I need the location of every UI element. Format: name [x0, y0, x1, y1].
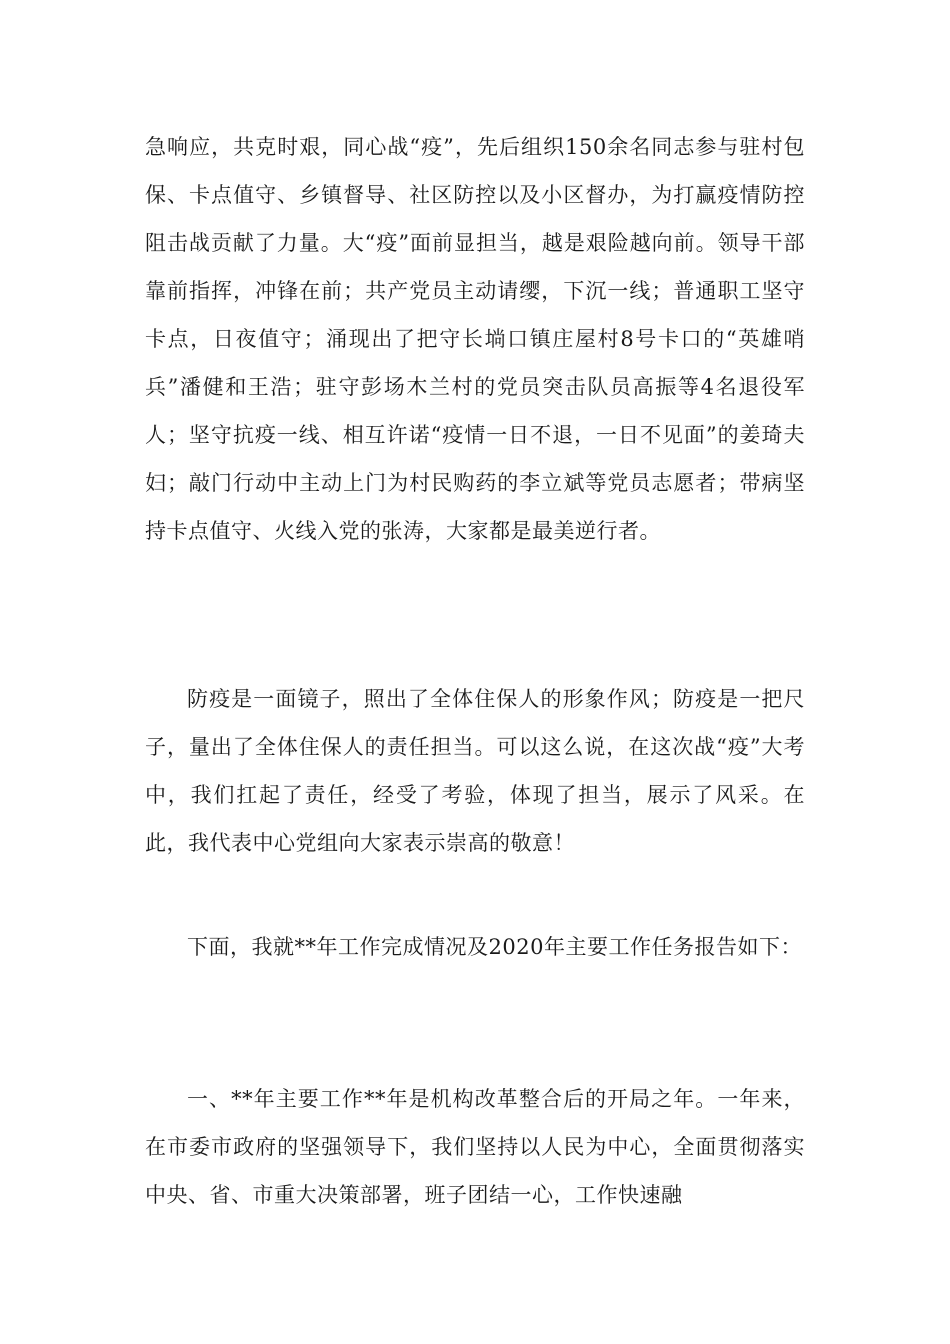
paragraph-2: 防疫是一面镜子，照出了全体住保人的形象作风；防疫是一把尺子，量出了全体住保人的责任担当。可以这么说，在这次战“疫”大考中，我们扛起了责任，经受了考验，体现了担当，展示了风采。在此，我代表中心党组向大家表示崇高的敬意！ [145, 687, 805, 855]
paragraph-3: 下面，我就**年工作完成情况及2020年主要工作任务报告如下： [187, 935, 802, 959]
paragraph-1: 急响应，共克时艰，同心战“疫”，先后组织150余名同志参与驻村包保、卡点值守、乡镇督导、社区防控以及小区督办，为打赢疫情防控阻击战贡献了力量。大“疫”面前显担当，越是艰险越向前。领导干部靠前指挥，冲锋在前；共产党员主动请缨，下沉一线；普通职工坚守卡点，日夜值守；涌现出了把守长埫口镇庄屋村8号卡口的“英雄哨兵”潘健和王浩；驻守彭场木兰村的党员突击队员高振等4名退役军人；坚守抗疫一线、相互许诺“疫情一日不退，一日不见面”的姜琦夫妇；敲门行动中主动上门为村民购药的李立斌等党员志愿者；带病坚持卡点值守、火线入党的张涛，大家都是最美逆行者。 [145, 135, 805, 543]
paragraph-4: 一、**年主要工作**年是机构改革整合后的开局之年。一年来，在市委市政府的坚强领导下，我们坚持以人民为中心，全面贯彻落实中央、省、市重大决策部署，班子团结一心，工作快速融 [145, 1087, 805, 1207]
